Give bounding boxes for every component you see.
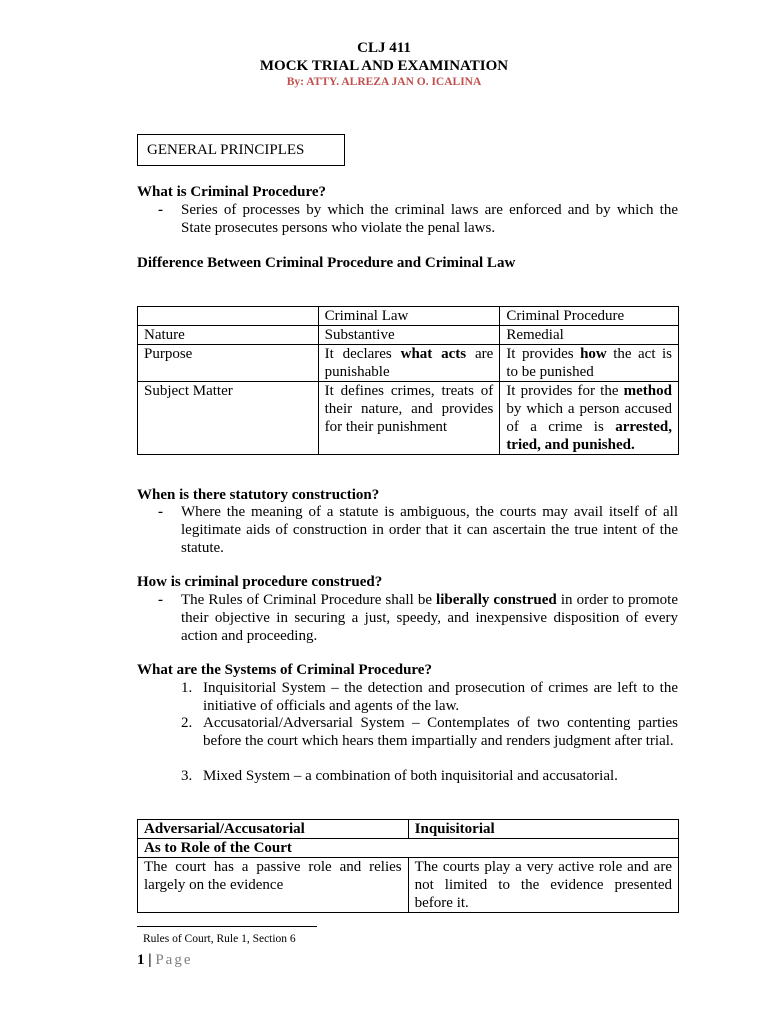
table-cell — [500, 382, 679, 455]
systems-table — [137, 819, 679, 913]
table-header-criminal-procedure: Criminal Procedure — [500, 307, 679, 326]
answer-text: in order to promote their objective in securing a just, speedy, and inexpensive disposition of every action and proceeding. — [181, 592, 678, 644]
table-cell — [500, 345, 679, 382]
table-cell: Remedial — [500, 326, 679, 345]
cell-bold-text: method — [623, 383, 672, 399]
cell-text: It declares — [324, 346, 401, 362]
table-row — [138, 382, 679, 455]
table-row — [138, 858, 679, 913]
list-number: 3. — [181, 768, 193, 784]
table-cell: Substantive — [318, 326, 500, 345]
table-header-inquisitorial: Inquisitorial — [408, 820, 678, 839]
bullet-dash: - — [158, 592, 163, 608]
question-systems: What are the Systems of Criminal Procedure? — [137, 662, 432, 678]
answer-criminal-procedure: Series of processes by which the criminal laws are enforced and by which the State prosecutes persons who violate the penal laws. — [181, 202, 678, 236]
bullet-dash: - — [158, 202, 163, 218]
table-header-criminal-law: Criminal Law — [318, 307, 500, 326]
list-item: Inquisitorial System – the detection and prosecution of crimes are left to the initiative of officials and agents of the law. — [203, 680, 678, 714]
table-cell: The court has a passive role and relies largely on the evidence — [138, 858, 409, 913]
table-cell: It defines crimes, treats of their nature, and provides for their punishment — [318, 382, 500, 455]
cell-text: are punishable — [324, 346, 494, 380]
section-box: GENERAL PRINCIPLES — [137, 134, 345, 166]
cell-text: It provides — [506, 346, 581, 362]
author-line: By: ATTY. ALREZA JAN O. ICALINA — [286, 76, 482, 88]
page-separator: | — [148, 952, 152, 968]
cell-bold-text: what acts — [400, 346, 467, 362]
table-row — [138, 326, 679, 345]
cell-bold-text: arrested, tried, and punished. — [506, 419, 672, 453]
page-word: Page — [155, 952, 193, 968]
answer-bold-text: liberally construed — [436, 592, 557, 608]
difference-heading: Difference Between Criminal Procedure and Criminal Law — [137, 255, 516, 271]
list-number: 1. — [181, 680, 193, 696]
row-label-purpose: Purpose — [138, 345, 319, 382]
page-number: 1 — [137, 952, 145, 968]
row-label-nature: Nature — [138, 326, 319, 345]
cell-bold-text: how — [580, 346, 607, 362]
table-header-row — [138, 820, 679, 839]
list-item: Accusatorial/Adversarial System – Contemplates of two contenting parties before the court which hears them impartially and renders judgment after trial. — [203, 715, 678, 749]
page-footer — [137, 951, 192, 969]
question-construed: How is criminal procedure construed? — [137, 574, 383, 590]
row-label-subject-matter: Subject Matter — [138, 382, 319, 455]
list-item: Mixed System – a combination of both inquisitorial and accusatorial. — [203, 768, 618, 784]
course-code: CLJ 411 — [357, 40, 411, 56]
question-statutory-construction: When is there statutory construction? — [137, 487, 380, 503]
question-criminal-procedure: What is Criminal Procedure? — [137, 184, 327, 200]
cell-text: It provides for the — [506, 383, 624, 399]
cell-text: by which a person accused of a crime is — [506, 401, 672, 435]
table-subheader: As to Role of the Court — [138, 839, 679, 858]
cell-text: the act is to be punished — [506, 346, 672, 380]
comparison-table — [137, 306, 679, 455]
answer-statutory-construction: Where the meaning of a statute is ambiguous, the courts may avail itself of all legitimate aids of construction in order that it can ascertain the true intent of the statute. — [181, 504, 678, 556]
table-header-adversarial: Adversarial/Accusatorial — [138, 820, 409, 839]
table-subheader-row — [138, 839, 679, 858]
table-cell: The courts play a very active role and are not limited to the evidence presented before it. — [408, 858, 678, 913]
answer-construed — [181, 591, 678, 645]
document-title: MOCK TRIAL AND EXAMINATION — [259, 58, 509, 74]
table-cell — [138, 307, 319, 326]
table-cell — [318, 345, 500, 382]
table-row — [138, 345, 679, 382]
table-header-row — [138, 307, 679, 326]
footnote: Rules of Court, Rule 1, Section 6 — [143, 933, 296, 945]
answer-text: The Rules of Criminal Procedure shall be — [181, 592, 437, 608]
list-number: 2. — [181, 715, 193, 731]
bullet-dash: - — [158, 504, 163, 520]
footnote-separator — [137, 926, 317, 927]
